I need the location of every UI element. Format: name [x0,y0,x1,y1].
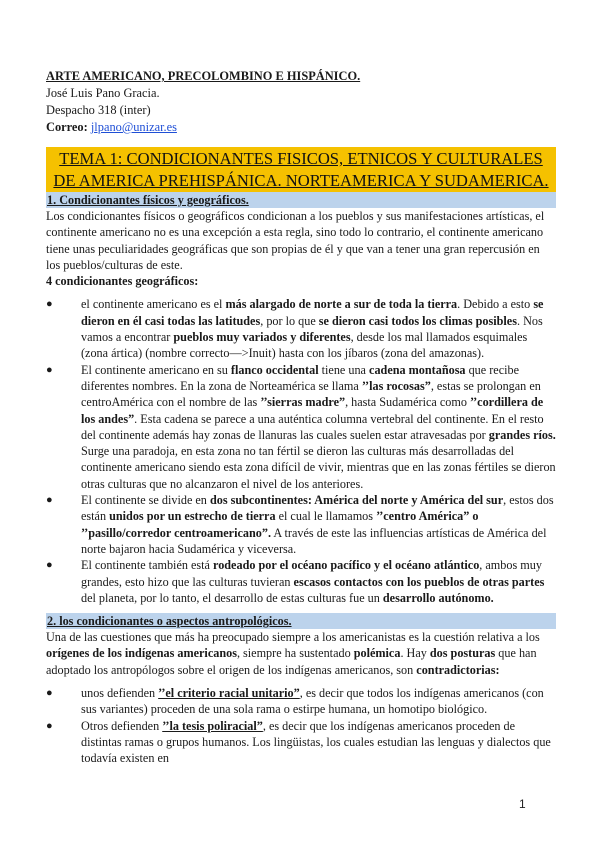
course-title: ARTE AMERICANO, PRECOLOMBINO E HISPÁNICO. [46,69,361,83]
bullet-text: El continente se divide en dos subcontinentes: América del norte y América del sur, estos dos están unidos por un estrecho de tierra el cual le llamamos ’’centro América” o ’’pasillo/corredor centroamericano”. A través de este las influencias artísticas de América del norte bajaron hacia Sudamérica y viceversa. [81,493,554,556]
section-1-heading: 1. Condicionantes físicos y geográficos. [46,192,556,208]
document-header [46,68,556,136]
bullet-text: El continente americano en su flanco occidental tiene una cadena montañosa que recibe diferentes nombres. En la zona de Norteamérica se llama ’’las rocosas”, estas se prolongan en centroAmérica con el nombre de las ’’sierras madre”, hasta Sudamérica como ’’cordillera de los andes”. Esta cadena se parece a una auténtica columna vertebral del continente. En el resto del continente además hay zonas de llanuras las cuales suelen estar atravesadas por grandes ríos. Surge una paradoja, en esta zona no tan fértil se dieron las culturas más desarrolladas del continente americano siendo esta zona difícil de vivir, mientras que en las zonas fértiles se dieron otras culturas que no alcanzaron el nivel de los anteriores. [81,362,556,491]
list-item [46,557,556,606]
list-item [46,718,556,767]
topic-title [46,147,556,192]
topic-title-line2: DE AMERICA PREHISPÁNICA. NORTEAMERICA Y SUDAMERICA. [53,171,549,190]
bullet-icon: ● [46,719,53,732]
list-item [46,685,556,718]
page-number: 1 [519,797,526,811]
list-item [46,296,556,361]
email-line [46,119,556,136]
email-label: Correo: [46,120,88,134]
topic-title-line1: TEMA 1: CONDICIONANTES FISICOS, ETNICOS Y CULTURALES [59,149,543,168]
section-2-heading: 2. los condicionantes o aspectos antropológicos. [46,613,556,629]
bullet-text: el continente americano es el más alargado de norte a sur de toda la tierra. Debido a esto se dieron en él casi todas las latitudes, por lo que se dieron casi todos los climas posibles. Nos vamos a encontrar pueblos muy variados y diferentes, desde los mal llamados esquimales (zona ártica) (nombre correcto—>Inuit) hasta con los jíbaros (zona del amazonas). [81,297,544,361]
document-page [46,68,556,767]
list-item [46,492,556,557]
office-info: Despacho 318 (inter) [46,103,151,117]
bullet-text: Otros defienden ’’la tesis poliracial”, es decir que los indígenas americanos proceden de distintas ramas o grupos humanos. Los lingüistas, los cuales estudian las lenguas y dialectos que todavía existen en [81,718,551,766]
bullet-icon: ● [46,687,53,700]
author-name: José Luis Pano Gracia. [46,86,160,100]
bullet-icon: ● [46,559,53,572]
list-item [46,362,556,492]
email-link[interactable]: jlpano@unizar.es [90,120,177,134]
bullet-text: El continente también está rodeado por el océano pacífico y el océano atlántico, ambos muy grandes, esto hizo que las culturas tuvieran escasos contactos con los pueblos de otras partes del planeta, por lo tanto, el desarrollo de estas culturas fue un desarrollo autónomo. [81,558,545,605]
bullet-text: unos defienden ’’el criterio racial unitario”, es decir que todos los indígenas americanos (con sus variantes) proceden de una sola rama o estirpe humana, un homotipo biológico. [81,686,544,717]
bullet-icon: ● [46,494,53,507]
bullet-icon: ● [46,363,53,376]
section-1-subheading: 4 condicionantes geográficos: [46,274,199,289]
section-1-intro: Los condicionantes físicos o geográficos condicionan a los pueblos y sus manifestaciones artísticas, el continente americano no es una excepción a esta regla, sino todo lo contrario, el continente americano tiene unas peculiaridades geográficas que son propias de él y que van a tener una gran repercusión en los pueblos/culturas de este. [46,209,545,272]
section-2-intro: Una de las cuestiones que más ha preocupado siempre a los americanistas es la cuestión relativa a los orígenes de los indígenas americanos, siempre ha sustentado polémica. Hay dos posturas que han adoptado los antropólogos sobre el origen de los indígenas americanos, son contradictorias: [46,630,540,677]
bullet-icon: ● [46,298,53,311]
